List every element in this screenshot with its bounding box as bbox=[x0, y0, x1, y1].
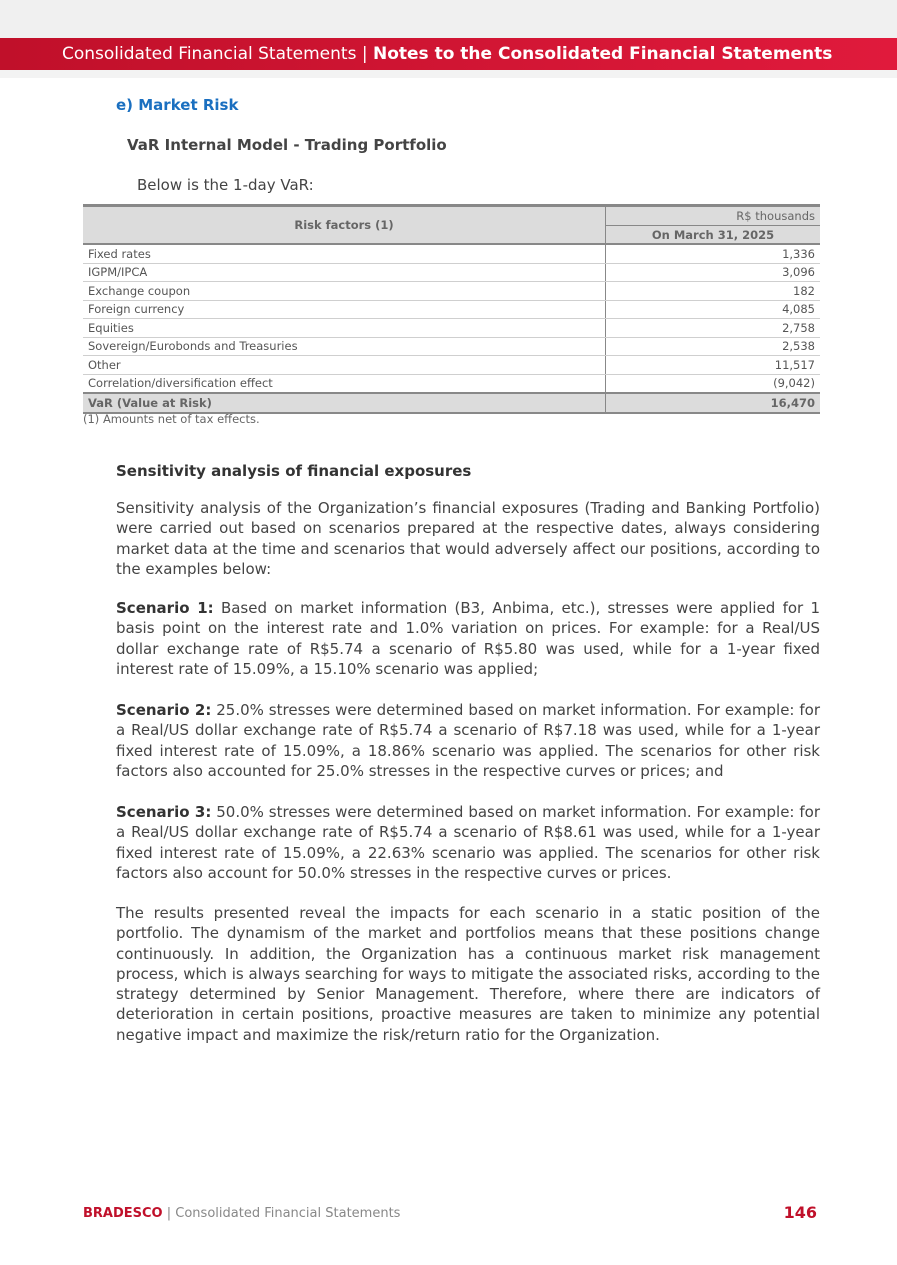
risk-factor-value: 2,758 bbox=[606, 319, 821, 338]
scenario-3 bbox=[116, 802, 820, 883]
risk-factor-value: 3,096 bbox=[606, 263, 821, 282]
table-row bbox=[83, 337, 820, 356]
scenario-2 bbox=[116, 700, 820, 781]
risk-factor-label: Correlation/diversification effect bbox=[83, 374, 606, 393]
scenario-1-label: Scenario 1: bbox=[116, 599, 214, 617]
subsection-title: VaR Internal Model - Trading Portfolio bbox=[127, 136, 447, 154]
header-banner bbox=[0, 38, 897, 70]
units-header: R$ thousands bbox=[606, 206, 821, 226]
footer-brand: BRADESCO bbox=[83, 1206, 163, 1221]
var-table bbox=[83, 204, 820, 414]
header-separator: | bbox=[361, 44, 368, 64]
footer-separator: | bbox=[166, 1206, 172, 1221]
var-table-body bbox=[83, 244, 820, 393]
header-section: Consolidated Financial Statements bbox=[62, 44, 357, 64]
scenario-3-text: 50.0% stresses were determined based on market information. For example: for a Real/US dollar exchange rate of R$5.74 a scenario of R$8.61 was used, while for a 1-year fixed interest rate of 15.09%, a 22.63% scenario was applied. The scenarios for other risk factors also account for 50.0% stresses in the respective curves or prices. bbox=[116, 803, 821, 882]
risk-factors-header: Risk factors (1) bbox=[83, 206, 606, 245]
sensitivity-intro: Sensitivity analysis of the Organization’s financial exposures (Trading and Banking Portfolio) were carried out based on scenarios prepared at the respective dates, always considering market data at the time and scenarios that would adversely affect our positions, according to the examples below: bbox=[116, 499, 820, 578]
total-label: VaR (Value at Risk) bbox=[83, 393, 606, 413]
risk-factor-label: IGPM/IPCA bbox=[83, 263, 606, 282]
table-row bbox=[83, 356, 820, 375]
table-row bbox=[83, 374, 820, 393]
top-strip bbox=[0, 0, 897, 38]
scenario-1-text: Based on market information (B3, Anbima, etc.), stresses were applied for 1 basis point on the interest rate and 1.0% variation on prices. For example: for a Real/US dollar exchange rate of R$5.74 a scenario of R$5.80 was used, while for a 1-year fixed interest rate of 15.09%, a 15.10% scenario was applied; bbox=[116, 599, 821, 678]
table-footnote: (1) Amounts net of tax effects. bbox=[83, 412, 260, 426]
table-row bbox=[83, 282, 820, 301]
total-value: 16,470 bbox=[606, 393, 821, 413]
risk-factor-value: (9,042) bbox=[606, 374, 821, 393]
risk-factor-label: Sovereign/Eurobonds and Treasuries bbox=[83, 337, 606, 356]
risk-factor-label: Foreign currency bbox=[83, 300, 606, 319]
risk-factor-value: 1,336 bbox=[606, 244, 821, 263]
table-row bbox=[83, 244, 820, 263]
scenario-3-label: Scenario 3: bbox=[116, 803, 212, 821]
scenario-2-text: 25.0% stresses were determined based on market information. For example: for a Real/US dollar exchange rate of R$5.74 a scenario of R$7.18 was used, while for a 1-year fixed interest rate of 15.09%, a 18.86% scenario was applied. The scenarios for other risk factors also accounted for 25.0% stresses in the respective curves or prices; and bbox=[116, 701, 821, 780]
intro-text: Below is the 1-day VaR: bbox=[137, 176, 314, 194]
conclusion-paragraph: The results presented reveal the impacts for each scenario in a static position of the portfolio. The dynamism of the market and portfolios means that these positions change continuously. In addition, the Organization has a continuous market risk management process, which is always searching for ways to mitigate the associated risks, according to the strategy determined by Senior Management. Therefore, where there are indicators of deterioration in certain positions, proactive measures are taken to minimize any potential negative impact and maximize the risk/return ratio for the Organization. bbox=[116, 904, 820, 1044]
risk-factor-value: 182 bbox=[606, 282, 821, 301]
page-number: 146 bbox=[783, 1203, 817, 1222]
banner-shadow bbox=[0, 70, 897, 78]
scenario-2-label: Scenario 2: bbox=[116, 701, 212, 719]
sensitivity-title: Sensitivity analysis of financial exposures bbox=[116, 462, 472, 480]
section-title: e) Market Risk bbox=[116, 96, 239, 114]
header-subsection: Notes to the Consolidated Financial Statements bbox=[372, 44, 833, 64]
risk-factor-label: Fixed rates bbox=[83, 244, 606, 263]
footer-doc-title: Consolidated Financial Statements bbox=[175, 1206, 401, 1221]
footer bbox=[83, 1206, 400, 1221]
table-row bbox=[83, 319, 820, 338]
risk-factor-value: 2,538 bbox=[606, 337, 821, 356]
risk-factor-label: Equities bbox=[83, 319, 606, 338]
total-row bbox=[83, 393, 820, 413]
table-row bbox=[83, 300, 820, 319]
risk-factor-label: Other bbox=[83, 356, 606, 375]
date-header: On March 31, 2025 bbox=[606, 226, 821, 245]
risk-factor-label: Exchange coupon bbox=[83, 282, 606, 301]
risk-factor-value: 11,517 bbox=[606, 356, 821, 375]
scenario-1 bbox=[116, 598, 820, 679]
table-row bbox=[83, 263, 820, 282]
risk-factor-value: 4,085 bbox=[606, 300, 821, 319]
